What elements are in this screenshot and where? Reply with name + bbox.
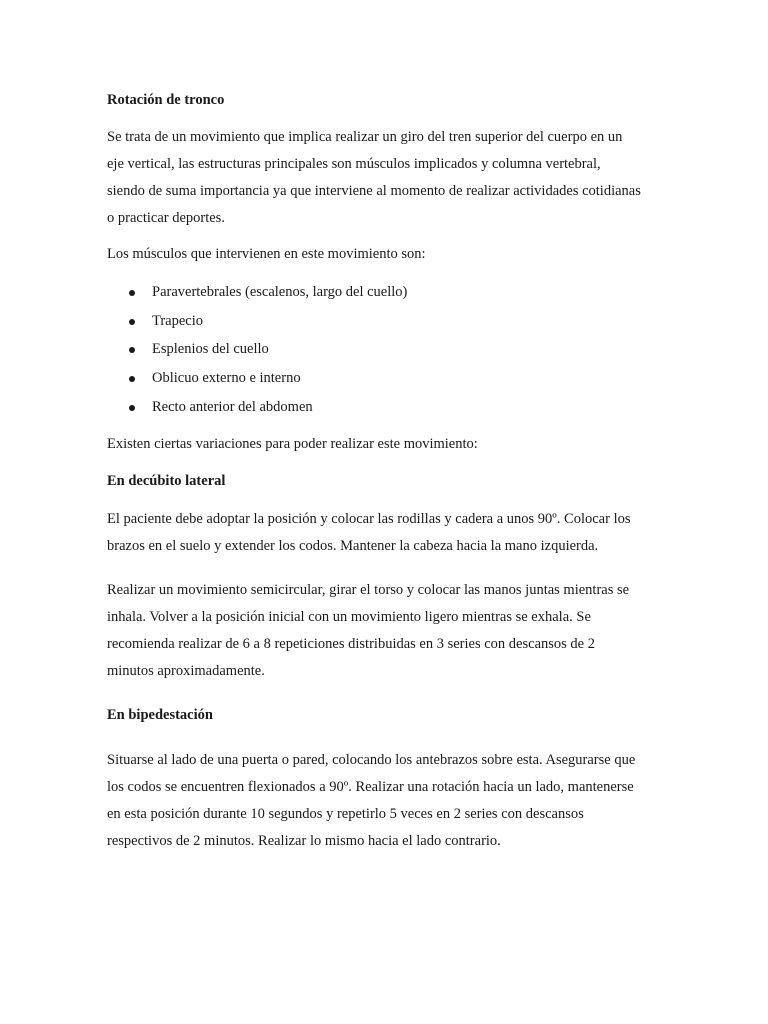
bullet-icon [129,405,135,411]
paragraph-line: minutos aproximadamente. [107,663,265,679]
list-item [107,278,407,307]
section-heading-lateral: En decúbito lateral [107,473,226,489]
lateral-paragraph-1 [107,506,631,560]
intro-line: Se trata de un movimiento que implica realizar un giro del tren superior del cuerpo en un [107,129,623,145]
list-item [107,393,407,422]
variations-intro [107,431,478,458]
intro-line: o practicar deportes. [107,210,225,226]
list-item-text: Oblicuo externo e interno [152,370,301,387]
bullet-icon [129,319,135,325]
variations-intro-text: Existen ciertas variaciones para poder realizar este movimiento: [107,436,478,452]
paragraph-line: brazos en el suelo y extender los codos. Mantener la cabeza hacia la mano izquierda. [107,538,599,554]
paragraph-line: Realizar un movimiento semicircular, girar el torso y colocar las manos juntas mientras se [107,582,630,598]
intro-paragraph [107,124,641,232]
section-heading-standing: En bipedestación [107,707,213,723]
lateral-paragraph-2 [107,577,629,685]
standing-paragraph [107,747,635,855]
paragraph-line: los codos se encuentren flexionados a 90º. Realizar una rotación hacia un lado, mantenerse [107,779,634,795]
paragraph-line: El paciente debe adoptar la posición y colocar las rodillas y cadera a unos 90º. Colocar los [107,511,631,527]
paragraph-line: Situarse al lado de una puerta o pared, colocando los antebrazos sobre esta. Asegurarse que [107,752,636,768]
intro-line: siendo de suma importancia ya que interviene al momento de realizar actividades cotidianas [107,183,641,199]
bullet-icon [129,347,135,353]
muscles-intro [107,241,426,268]
intro-line: eje vertical, las estructuras principales son músculos implicados y columna vertebral, [107,156,601,172]
bullet-icon [129,376,135,382]
list-item [107,364,407,393]
list-item [107,335,407,364]
paragraph-line: respectivos de 2 minutos. Realizar lo mismo hacia el lado contrario. [107,833,501,849]
list-item [107,307,407,336]
muscle-list [107,278,407,421]
list-item-text: Esplenios del cuello [152,341,269,358]
paragraph-line: en esta posición durante 10 segundos y repetirlo 5 veces en 2 series con descansos [107,806,584,822]
paragraph-line: inhala. Volver a la posición inicial con un movimiento ligero mientras se exhala. Se [107,609,591,625]
muscles-intro-text: Los músculos que intervienen en este movimiento son: [107,246,426,262]
document-title: Rotación de tronco [107,92,225,108]
list-item-text: Paravertebrales (escalenos, largo del cuello) [152,284,408,300]
list-item-text: Trapecio [152,312,204,329]
paragraph-line: recomienda realizar de 6 a 8 repeticiones distribuidas en 3 series con descansos de 2 [107,636,595,652]
bullet-icon [129,290,135,296]
list-item-text: Recto anterior del abdomen [152,398,313,415]
